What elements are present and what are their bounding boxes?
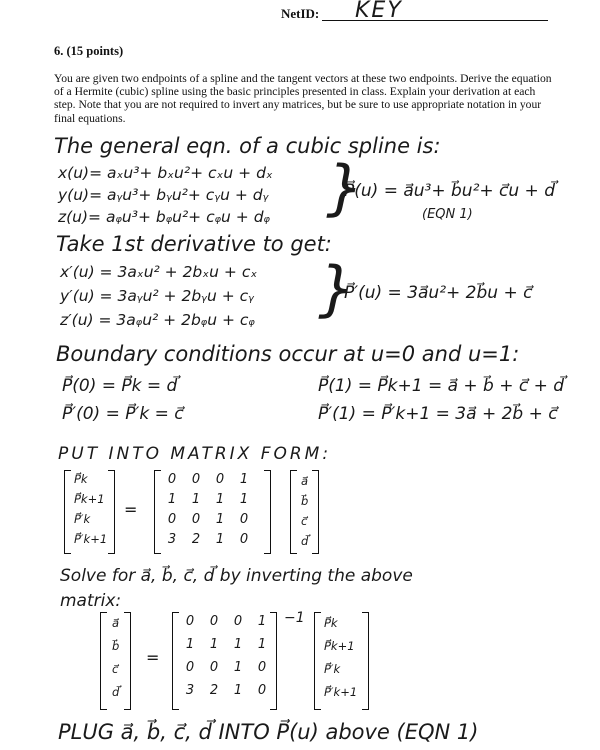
inverse-matrix-cell: 1 bbox=[257, 637, 267, 652]
coef-vector2-bracket-left bbox=[100, 612, 107, 710]
matrix-cell: 0 bbox=[191, 472, 201, 487]
coef-vector-entry: a⃗ bbox=[301, 474, 309, 488]
inverse-matrix-cell: 0 bbox=[233, 614, 243, 629]
equals-sign: = bbox=[124, 500, 138, 519]
bc-pprime0: P⃗′(0) = P⃗′k = c⃗ bbox=[62, 404, 184, 424]
matrix-cell: 3 bbox=[167, 532, 177, 547]
inverse-matrix-cell: 1 bbox=[185, 637, 195, 652]
matrix-cell: 0 bbox=[191, 512, 201, 527]
left-vector2-entry: P⃗k+1 bbox=[324, 639, 355, 653]
coef-vector2-entry: d⃗ bbox=[112, 685, 120, 699]
matrix-cell: 0 bbox=[215, 472, 225, 487]
boundary-heading: Boundary conditions occur at u=0 and u=1: bbox=[56, 342, 520, 366]
matrix-cell: 0 bbox=[167, 512, 177, 527]
coef-vector2-bracket-right bbox=[124, 612, 131, 710]
left-vector2-bracket-left bbox=[314, 612, 321, 710]
solve-heading: Solve for a⃗, b⃗, c⃗, d⃗ by inverting the above bbox=[60, 566, 413, 586]
question-instructions: You are given two endpoints of a spline and the tangent vectors at these two endpoints. Derive the equation of a Hermite (cubic) spline using the basic principles presented in class. Explain your derivation at each step. Note that you are not required to invert any matrices, but be sure to use appropriate notation in your final equations. bbox=[54, 72, 552, 125]
inverse-matrix-cell: 1 bbox=[233, 637, 243, 652]
matrix-cell: 1 bbox=[239, 472, 249, 487]
left-vector-bracket-left bbox=[64, 470, 71, 554]
left-vector-entry: P⃗k bbox=[74, 472, 88, 486]
matrix-cell: 1 bbox=[191, 492, 201, 507]
coef-vector-entry: b⃗ bbox=[301, 494, 309, 508]
bc-p0: P⃗(0) = P⃗k = d⃗ bbox=[62, 376, 178, 396]
inverse-matrix-cell: 0 bbox=[209, 614, 219, 629]
z-equation: z(u)= aᵩu³+ bᵩu²+ cᵩu + dᵩ bbox=[58, 208, 270, 226]
left-vector-entry: P⃗′k bbox=[74, 512, 91, 526]
coef-vector-entry: d⃗ bbox=[301, 534, 309, 548]
brace-right-2: } bbox=[318, 254, 357, 324]
inverse-matrix-cell: 1 bbox=[233, 660, 243, 675]
inverse-matrix-cell: 0 bbox=[185, 614, 195, 629]
matrix-cell: 0 bbox=[239, 532, 249, 547]
matrix-cell: 1 bbox=[167, 492, 177, 507]
inverse-matrix-cell: 1 bbox=[257, 614, 267, 629]
coef-vector2-entry: b⃗ bbox=[112, 639, 120, 653]
x-equation: x(u)= aₓu³+ bₓu²+ cₓu + dₓ bbox=[58, 164, 273, 182]
matrix-bracket-left bbox=[154, 470, 161, 554]
coef-vector-bracket-right bbox=[312, 470, 319, 554]
p-derivative: P⃗′(u) = 3a⃗u²+ 2b⃗u + c⃗ bbox=[344, 283, 533, 303]
coef-vector2-entry: c⃗ bbox=[112, 662, 119, 676]
matrix-heading: PUT INTO MATRIX FORM: bbox=[58, 444, 332, 464]
inverse-matrix-cell: 0 bbox=[257, 683, 267, 698]
left-vector-bracket-right bbox=[108, 470, 115, 554]
netid-label: NetID: bbox=[281, 6, 320, 21]
matrix-cell: 1 bbox=[215, 532, 225, 547]
y-equation: y(u)= aᵧu³+ bᵧu²+ cᵧu + dᵧ bbox=[58, 186, 269, 204]
matrix-cell: 0 bbox=[167, 472, 177, 487]
inverse-exponent: −1 bbox=[284, 610, 305, 626]
netid-value: KEY bbox=[355, 0, 403, 23]
solve-heading-cont: matrix: bbox=[60, 591, 122, 611]
inverse-matrix-cell: 1 bbox=[209, 637, 219, 652]
left-vector2-entry: P⃗k bbox=[324, 616, 338, 630]
inverse-matrix-cell: 0 bbox=[257, 660, 267, 675]
inverse-matrix-cell: 0 bbox=[185, 660, 195, 675]
derivative-heading: Take 1st derivative to get: bbox=[56, 232, 332, 256]
matrix-bracket-right bbox=[264, 470, 271, 554]
left-vector2-bracket-right bbox=[362, 612, 369, 710]
z-derivative: z′(u) = 3aᵩu² + 2bᵩu + cᵩ bbox=[60, 311, 255, 329]
coef-vector-entry: c⃗ bbox=[301, 514, 308, 528]
coef-vector-bracket-left bbox=[290, 470, 297, 554]
inverse-matrix-cell: 0 bbox=[209, 660, 219, 675]
eqn1-label: (EQN 1) bbox=[422, 207, 473, 222]
inverse-matrix-bracket-left bbox=[172, 612, 179, 710]
equals-sign-2: = bbox=[146, 648, 160, 667]
question-title: 6. (15 points) bbox=[54, 44, 124, 58]
general-heading: The general eqn. of a cubic spline is: bbox=[54, 134, 441, 158]
inverse-matrix-cell: 3 bbox=[185, 683, 195, 698]
left-vector2-entry: P⃗′k bbox=[324, 662, 341, 676]
left-vector-entry: P⃗k+1 bbox=[74, 492, 105, 506]
matrix-cell: 1 bbox=[215, 512, 225, 527]
bc-p1: P⃗(1) = P⃗k+1 = a⃗ + b⃗ + c⃗ + d⃗ bbox=[318, 376, 565, 396]
brace-right-1: } bbox=[326, 153, 365, 223]
coef-vector2-entry: a⃗ bbox=[112, 616, 120, 630]
y-derivative: y′(u) = 3aᵧu² + 2bᵧu + cᵧ bbox=[60, 287, 254, 305]
inverse-matrix-cell: 2 bbox=[209, 683, 219, 698]
left-vector2-entry: P⃗′k+1 bbox=[324, 685, 358, 699]
x-derivative: x′(u) = 3aₓu² + 2bₓu + cₓ bbox=[60, 263, 258, 281]
matrix-cell: 2 bbox=[191, 532, 201, 547]
matrix-cell: 1 bbox=[239, 492, 249, 507]
inverse-matrix-cell: 1 bbox=[233, 683, 243, 698]
bc-pprime1: P⃗′(1) = P⃗′k+1 = 3a⃗ + 2b⃗ + c⃗ bbox=[318, 404, 558, 424]
inverse-matrix-bracket-right bbox=[270, 612, 277, 710]
matrix-cell: 1 bbox=[215, 492, 225, 507]
p-equation: P⃗(u) = a⃗u³+ b⃗u²+ c⃗u + d⃗ bbox=[344, 181, 555, 201]
plug-line: PLUG a⃗, b⃗, c⃗, d⃗ INTO P⃗(u) above (EQN 1) bbox=[58, 720, 479, 744]
left-vector-entry: P⃗′k+1 bbox=[74, 532, 108, 546]
matrix-cell: 0 bbox=[239, 512, 249, 527]
